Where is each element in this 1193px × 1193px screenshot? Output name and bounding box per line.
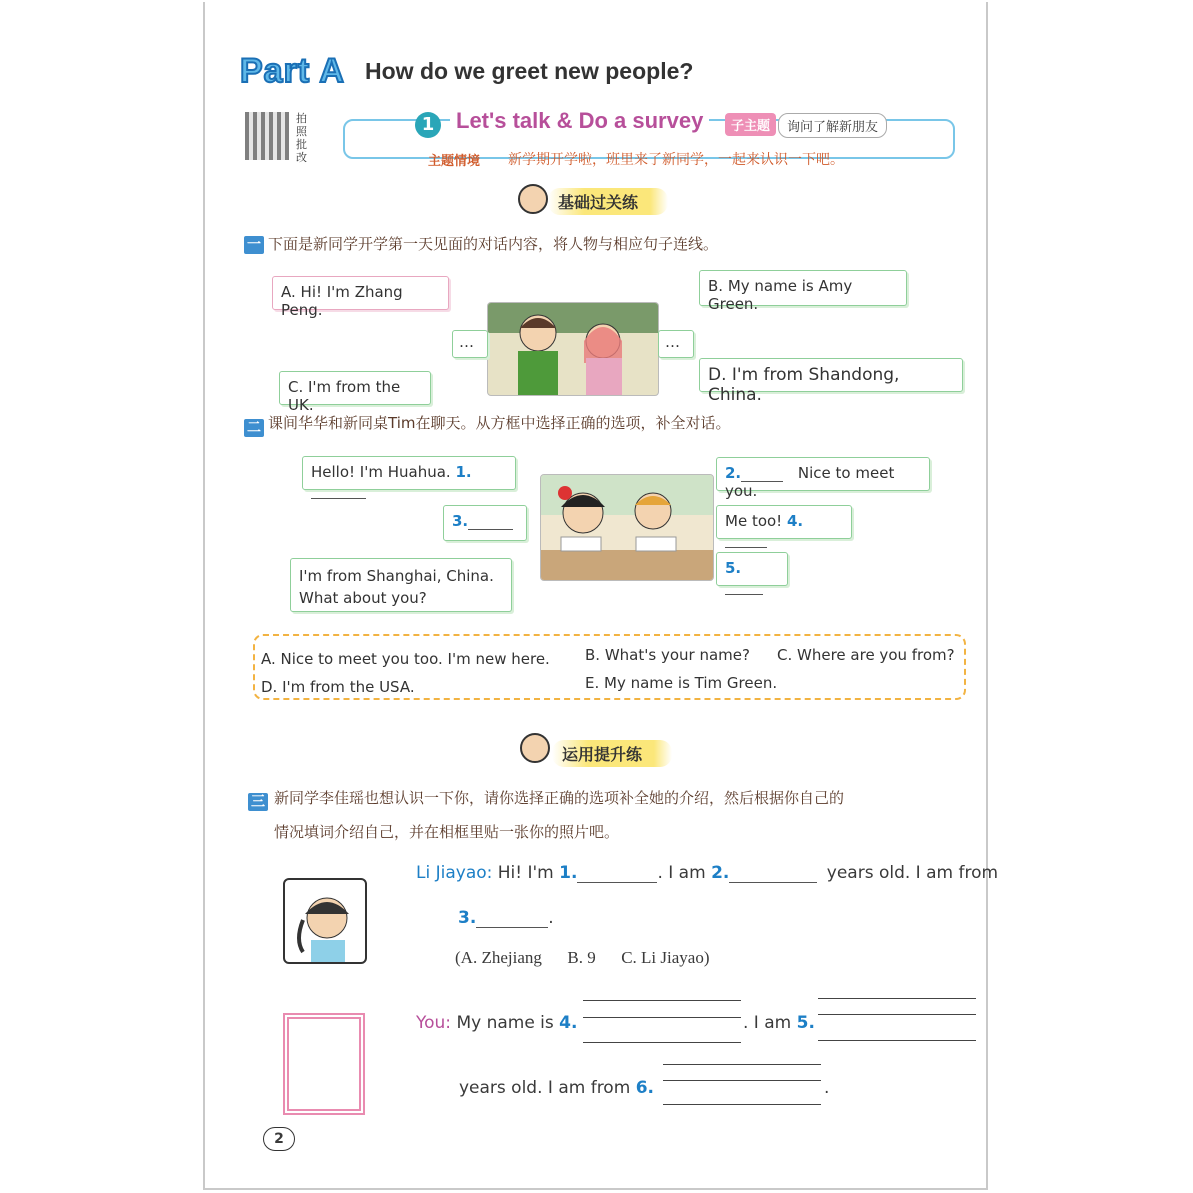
writing-line[interactable] [663,1104,821,1105]
blank-number: 4. [786,512,804,530]
writing-line[interactable] [583,1000,741,1001]
writing-line[interactable] [818,1014,976,1015]
you-line-1b [743,1013,815,1033]
subtopic-text: 询问了解新朋友 [778,113,887,138]
dialog-line-1 [302,456,516,490]
blank-number: 1. [559,863,578,883]
blank-number: 2. [711,863,730,883]
writing-line[interactable] [583,1017,741,1018]
blank-line[interactable] [725,594,763,595]
speaker-name: You: [416,1013,452,1033]
question-instruction: 新同学李佳瑶也想认识一下你，请你选择正确的选项补全她的介绍，然后根据你自己的 [274,789,845,807]
blank-line[interactable] [577,882,657,883]
option-d-box[interactable]: D. I'm from Shandong, China. [699,358,963,392]
illustration-boy-girl [487,302,659,396]
blank-number: 1. [455,463,472,481]
dialog-text: What about you? [299,589,427,607]
blank-number: 6. [635,1078,654,1098]
intro-text: . [548,908,554,928]
page-title: How do we greet new people? [365,58,694,84]
dialog-text: I'm from Shanghai, China. [299,567,494,585]
dialog-text: Hello! I'm Huahua. [311,463,451,481]
section-basic-title: 基础过关练 [548,188,668,215]
page-number: 2 [263,1127,295,1151]
question-instruction: 课间华华和新同桌Tim在聊天。从方框中选择正确的选项，补全对话。 [268,414,731,432]
dialog-line-2 [716,457,930,500]
li-jiayao-line-2 [458,908,554,928]
writing-line[interactable] [818,1040,976,1041]
li-jiayao-line-1 [416,863,998,883]
your-photo-frame[interactable] [283,1013,365,1115]
you-line-1 [416,1013,577,1033]
intro-text: years old. I am from [826,863,999,883]
question-number: 一 [244,236,264,254]
blank-line[interactable] [476,927,548,928]
choice-e: E. My name is Tim Green. [585,674,778,692]
option-b-box[interactable]: B. My name is Amy Green. [699,270,907,306]
blank-number: 5. [796,1013,815,1033]
lesson-title: Let's talk & Do a survey [450,108,709,134]
qr-note: 拍照批改 [296,112,307,164]
writing-line[interactable] [818,998,976,999]
part-label: Part A [240,52,345,90]
intro-text: My name is [456,1013,554,1033]
dialog-text: Nice to meet you. [725,464,895,500]
choice-a: A. Nice to meet you too. I'm new here. [261,650,550,668]
speech-bubble-left: … [452,330,488,358]
subtopic-tag: 子主题 [725,113,776,136]
dialog-line-5 [716,552,788,586]
dialog-text: Me too! [725,512,783,530]
mascot-icon [518,184,548,214]
intro-text: . I am [657,863,706,883]
intro-text: years old. I am from [459,1078,631,1098]
jiayao-choices: (A. Zhejiang B. 9 C. Li Jiayao) [455,948,710,967]
theme-label: 主题情境 [428,154,481,169]
dialog-line-from [290,558,512,612]
option-a-box[interactable]: A. Hi! I'm Zhang Peng. [272,276,449,310]
blank-line[interactable] [725,547,767,548]
choices-box [253,634,966,700]
illustration-classroom [540,474,714,581]
end-period: . [824,1078,830,1098]
blank-line[interactable] [468,529,513,530]
section-advanced-title: 运用提升练 [552,740,672,767]
choice-d: D. I'm from the USA. [261,678,415,696]
intro-text: Hi! I'm [497,863,554,883]
question-number: 三 [248,793,268,811]
you-line-2 [459,1078,654,1098]
blank-line[interactable] [311,498,366,499]
theme-text: 新学期开学啦，班里来了新同学，一起来认识一下吧。 [508,152,844,168]
choice-c: C. Where are you from? [777,646,955,664]
option-c-box[interactable]: C. I'm from the UK. [279,371,431,405]
writing-line[interactable] [663,1080,821,1081]
lesson-number: 1 [415,112,441,138]
dialog-line-3 [443,505,527,541]
blank-number: 2. [725,464,742,482]
blank-number: 3. [458,908,477,928]
qr-code-icon[interactable] [245,112,289,160]
mascot-icon [520,733,550,763]
intro-text: . I am [743,1013,792,1033]
speaker-name: Li Jiayao: [416,863,493,883]
blank-number: 5. [725,559,742,577]
blank-number: 3. [452,512,469,530]
question-number: 二 [244,419,264,437]
writing-line[interactable] [583,1042,741,1043]
choice-b: B. What's your name? [585,646,750,664]
blank-line[interactable] [729,882,817,883]
question-instruction-cont: 情况填词介绍自己，并在相框里贴一张你的照片吧。 [274,823,620,841]
writing-line[interactable] [663,1064,821,1065]
li-jiayao-portrait [283,878,367,964]
question-instruction: 下面是新同学开学第一天见面的对话内容，将人物与相应句子连线。 [268,235,719,253]
dialog-line-4 [716,505,852,539]
speech-bubble-right: … [658,330,694,358]
blank-number: 4. [559,1013,578,1033]
